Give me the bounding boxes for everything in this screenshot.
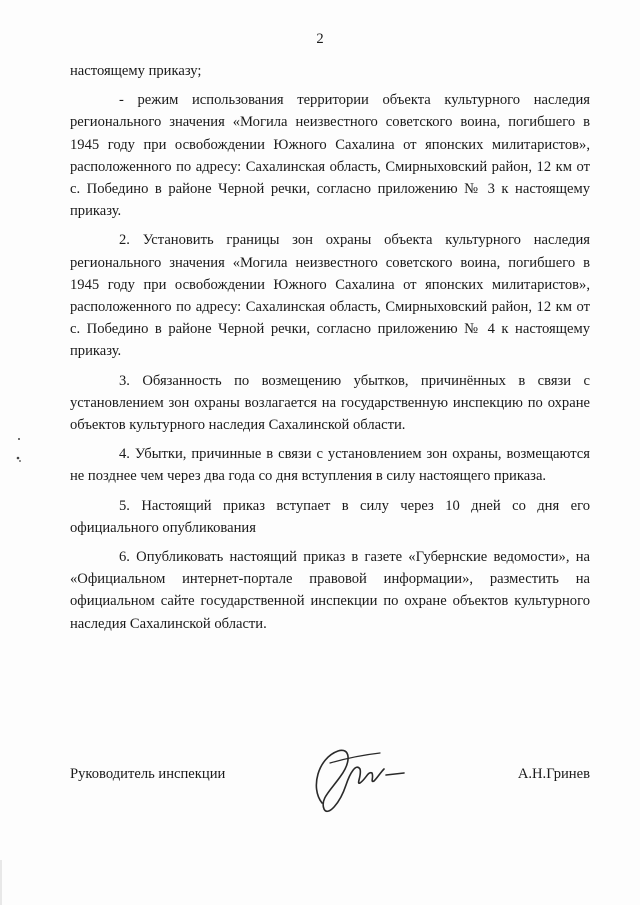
paragraph-4: 4. Убытки, причинные в связи с установлением зон охраны, возмещаются не позднее чем через два года со дня вступления в силу настоящего приказа.: [70, 446, 590, 485]
paragraph-5: 5. Настоящий приказ вступает в силу через 10 дней со дня его официального опубликования: [70, 497, 590, 536]
signature-block: [70, 766, 590, 790]
paragraph-regime: - режим использования территории объекта культурного наследия регионального значения «Могила неизвестного советского воина, погибшего в 1945 году при освобождении Южного Сахалина от японских милитаристов», расположенного по адресу: Сахалинская область, Смирныховский район, 12 км от с. Победино в районе Черной речки, согласно приложению № 3 к настоящему приказу.: [70, 92, 590, 220]
document-body: [70, 60, 590, 642]
margin-marks: [14, 436, 24, 476]
signatory-name: А.Н.Гринев: [517, 766, 590, 782]
paragraph-6: 6. Опубликовать настоящий приказ в газете «Губернские ведомости», на «Официальном интернет-портале правовой информации», разместить на официальном сайте государственной инспекции по охране объектов культурного наследия Сахалинской области.: [70, 549, 590, 632]
page-number: 2: [316, 31, 324, 47]
signatory-title: Руководитель инспекции: [70, 766, 226, 782]
paragraph-2: 2. Установить границы зон охраны объекта культурного наследия регионального значения «Могила неизвестного советского воина, погибшего в 1945 году при освобождении Южного Сахалина от японских милитаристов», расположенного по адресу: Сахалинская область, Смирныховский район, 12 км от с. Победино в районе Черной речки, согласно приложению № 4 к настоящему приказу.: [70, 232, 590, 360]
paragraph-3: 3. Обязанность по возмещению убытков, причинённых в связи с установлением зон охраны возлагается на государственную инспекцию по охране объектов культурного наследия Сахалинской области.: [70, 372, 590, 434]
paragraph-continuation: настоящему приказу;: [70, 63, 202, 79]
scan-edge: [0, 860, 2, 905]
